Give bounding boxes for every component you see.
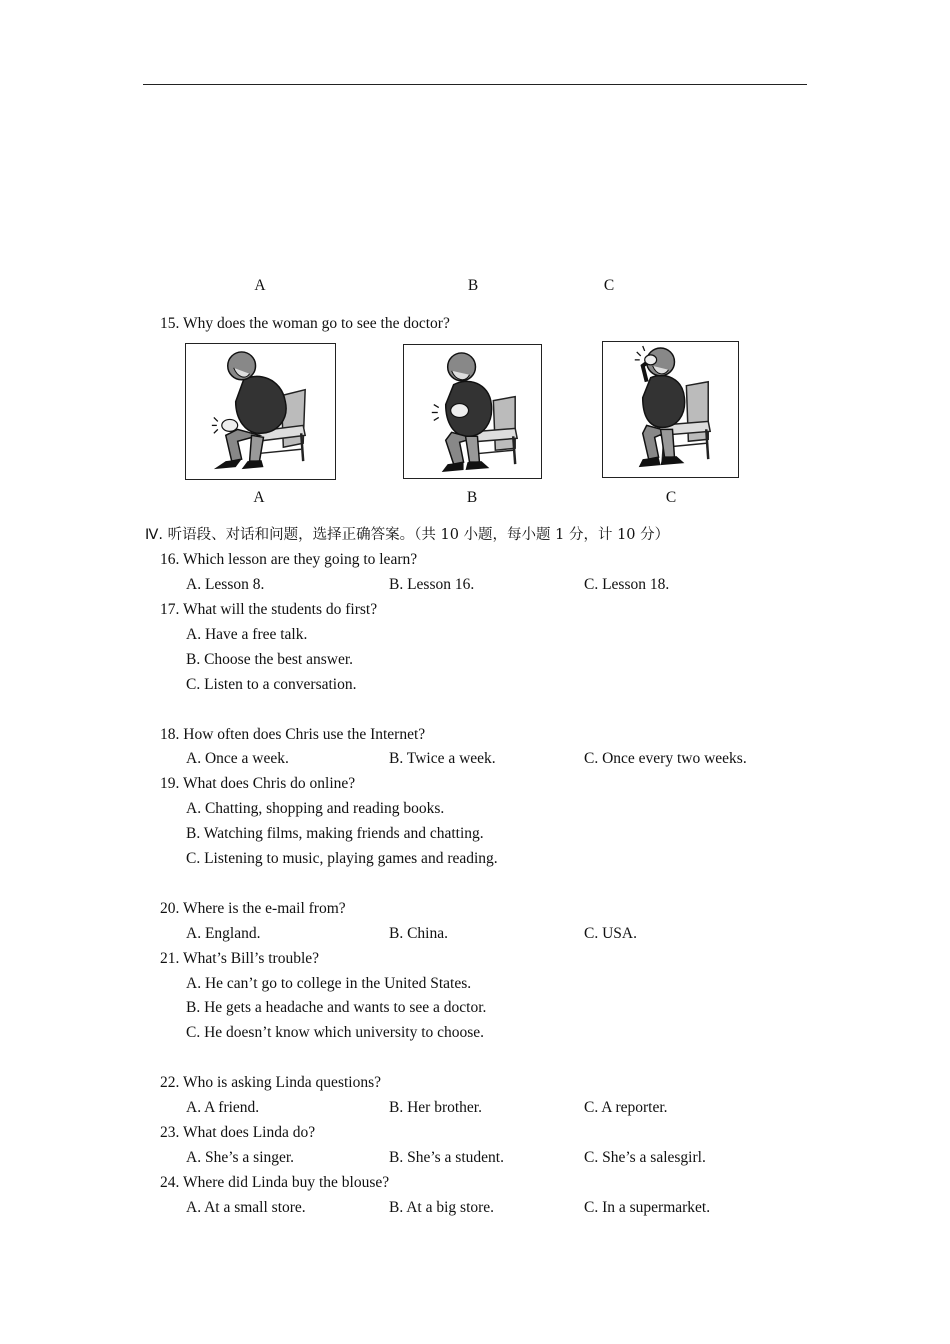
q15-question: 15. Why does the woman go to see the doctor? <box>160 315 450 332</box>
woman-holding-stomach-icon <box>404 345 541 478</box>
q22-option-b[interactable]: B. Her brother. <box>389 1099 482 1116</box>
q22-option-a[interactable]: A. A friend. <box>186 1099 260 1116</box>
q21-option-b[interactable]: B. He gets a headache and wants to see a doctor. <box>186 999 487 1016</box>
q16-option-b[interactable]: B. Lesson 16. <box>389 576 475 593</box>
q22-option-c[interactable]: C. A reporter. <box>584 1099 668 1116</box>
q17-option-b[interactable]: B. Choose the best answer. <box>186 651 354 668</box>
q19-option-a[interactable]: A. Chatting, shopping and reading books. <box>186 800 445 817</box>
q15-option-c-label: C <box>665 489 677 506</box>
q21-option-c[interactable]: C. He doesn’t know which university to choose. <box>186 1024 485 1041</box>
q16-option-c[interactable]: C. Lesson 18. <box>584 576 670 593</box>
q20-option-a[interactable]: A. England. <box>186 925 261 942</box>
q17-option-a[interactable]: A. Have a free talk. <box>186 626 308 643</box>
q14-option-c-label: C <box>603 277 615 294</box>
q24-option-c[interactable]: C. In a supermarket. <box>584 1199 711 1216</box>
q21-option-a[interactable]: A. He can’t go to college in the United States. <box>186 975 472 992</box>
q24-option-b[interactable]: B. At a big store. <box>389 1199 495 1216</box>
q24-option-a[interactable]: A. At a small store. <box>186 1199 306 1216</box>
q18-option-b[interactable]: B. Twice a week. <box>389 750 496 767</box>
section-4-note: （共 10 小题，每小题 1 分，计 10 分） <box>414 527 670 543</box>
q16-question: 16. Which lesson are they going to learn? <box>160 551 418 568</box>
q14-option-b-label: B <box>467 277 479 294</box>
q20-question: 20. Where is the e-mail from? <box>160 900 346 917</box>
q20-option-c[interactable]: C. USA. <box>584 925 637 942</box>
q22-question: 22. Who is asking Linda questions? <box>160 1074 381 1091</box>
q15-option-b-label: B <box>466 489 478 506</box>
section-4-title: Ⅳ. 听语段、对话和问题，选择正确答案。 <box>145 527 415 543</box>
q20-option-b[interactable]: B. China. <box>389 925 448 942</box>
q23-question: 23. What does Linda do? <box>160 1124 316 1141</box>
header-rule <box>143 84 807 85</box>
q16-option-a[interactable]: A. Lesson 8. <box>186 576 265 593</box>
q17-question: 17. What will the students do first? <box>160 601 378 618</box>
woman-holding-knee-icon <box>186 344 335 479</box>
section-4-heading <box>145 526 669 544</box>
q18-option-c[interactable]: C. Once every two weeks. <box>584 750 747 767</box>
q18-option-a[interactable]: A. Once a week. <box>186 750 289 767</box>
woman-holding-head-icon <box>603 342 738 477</box>
q15-option-a-label: A <box>253 489 265 506</box>
q23-option-a[interactable]: A. She’s a singer. <box>186 1149 295 1166</box>
q23-option-b[interactable]: B. She’s a student. <box>389 1149 504 1166</box>
q21-question: 21. What’s Bill’s trouble? <box>160 950 320 967</box>
q23-option-c[interactable]: C. She’s a salesgirl. <box>584 1149 706 1166</box>
q14-option-a-label: A <box>254 277 266 294</box>
q24-question: 24. Where did Linda buy the blouse? <box>160 1174 390 1191</box>
q19-option-c[interactable]: C. Listening to music, playing games and reading. <box>186 850 498 867</box>
q15-option-a-image[interactable] <box>185 343 336 480</box>
q18-question: 18. How often does Chris use the Internet? <box>160 726 426 743</box>
q17-option-c[interactable]: C. Listen to a conversation. <box>186 676 357 693</box>
q19-option-b[interactable]: B. Watching films, making friends and chatting. <box>186 825 484 842</box>
q15-option-b-image[interactable] <box>403 344 542 479</box>
q19-question: 19. What does Chris do online? <box>160 775 356 792</box>
q15-option-c-image[interactable] <box>602 341 739 478</box>
